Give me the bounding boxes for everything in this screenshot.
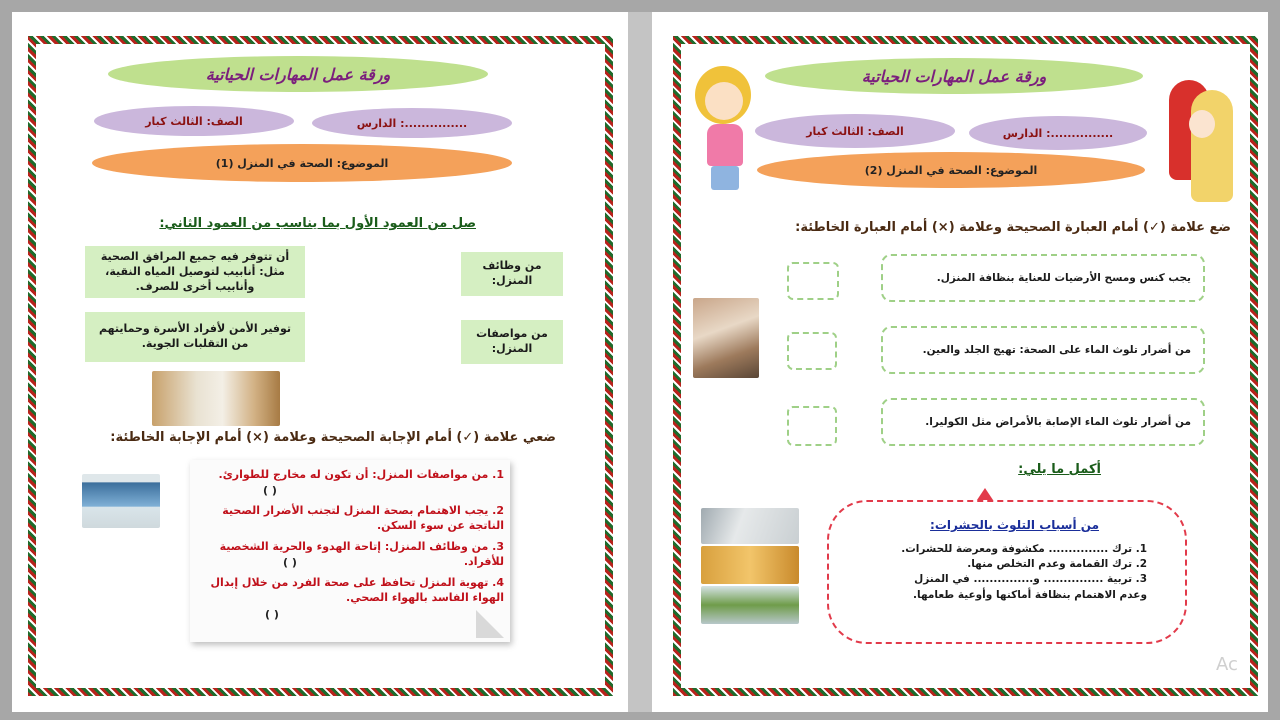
answer-box-2[interactable]: [787, 332, 837, 370]
right-worksheet: [673, 36, 1258, 696]
statement-box-1: يجب كنس ومسح الأرضيات للعناية بنظافة المنزل.: [881, 254, 1205, 302]
question-3: 3. من وظائف المنزل: إتاحة الهدوء والحرية الشخصية للأفراد.: [219, 540, 504, 568]
cloud-item-1: 1. ترك ............... مكشوفة ومعرضة للحشرات.: [901, 543, 1147, 555]
anime-hair-blonde: [1191, 90, 1233, 202]
left-worksheet-content: [36, 44, 605, 688]
bread-photo: [701, 546, 799, 584]
right-title: ورقة عمل المهارات الحياتية: [765, 58, 1143, 94]
left-column-b-item-1: أن تتوفر فيه جميع المرافق الصحية مثل: أنابيب لتوصيل المياه النقية، وأنابيب أخرى للصرف.: [85, 246, 305, 298]
complete-heading: أكمل ما يلي:: [1018, 462, 1101, 477]
left-student-pill: الدارس :...............: [312, 108, 512, 138]
girl-dress-shape: [707, 124, 743, 166]
questions-panel: [190, 460, 510, 642]
cloud-item-2: 2. ترك القمامة وعدم التخلص منها.: [967, 558, 1147, 571]
left-tick-heading: ضعي علامة (✓) أمام الإجابة الصحيحة وعلامة (×) أمام الإجابة الخاطئة:: [110, 430, 556, 445]
cartoon-girl-illustration: [695, 66, 755, 196]
question-2: 2. يجب الاهتمام بصحة المنزل لتجنب الأضرار الصحية الناتجة عن سوء السكن.: [222, 504, 504, 532]
question-1: 1. من مواصفات المنزل: أن تكون له مخارج للطوارئ.: [218, 468, 504, 481]
left-column-a-item-2: من مواصفات المنزل:: [461, 320, 563, 364]
cloud-heading: من أسباب التلوث بالحشرات:: [930, 518, 1099, 532]
cigarette-photo: [701, 508, 799, 544]
left-topic-pill: الموضوع: الصحة في المنزل (1): [92, 144, 512, 182]
page-curl: [476, 610, 504, 638]
answer-slot-1[interactable]: ( ): [263, 484, 277, 497]
answer-box-1[interactable]: [787, 262, 839, 300]
left-worksheet: [28, 36, 613, 696]
answer-slot-4[interactable]: ( ): [265, 608, 279, 621]
cloud-items: [847, 542, 1147, 603]
right-student-pill: الدارس :...............: [969, 116, 1147, 150]
right-class-pill: الصف: الثالث كبار: [755, 114, 955, 148]
left-column-b-item-2: توفير الأمن لأفراد الأسرة وحمايتهم من التقلبات الجوية.: [85, 312, 305, 362]
anime-girls-illustration: [1169, 80, 1235, 208]
cloud-item-3: 3. تربية ............... و............... في المنزل: [914, 573, 1147, 586]
answer-slot-3[interactable]: ( ): [283, 556, 297, 569]
statement-box-2: من أضرار تلوث الماء على الصحة: تهيج الجلد والعين.: [881, 326, 1205, 374]
cloud-item-4: وعدم الاهتمام بنظافة أماكنها وأوعية طعامها.: [913, 588, 1147, 601]
girl-legs-shape: [711, 166, 739, 190]
left-class-pill: الصف: الثالث كبار: [94, 106, 294, 136]
right-worksheet-content: [681, 44, 1250, 688]
left-match-heading: صل من العمود الأول بما يناسب من العمود الثاني:: [159, 216, 476, 231]
answer-box-3[interactable]: [787, 406, 837, 446]
pipes-photo: [152, 371, 280, 426]
floor-photo: [693, 298, 759, 378]
window-photo: [82, 474, 160, 528]
watermark-text: Ac: [1216, 654, 1238, 675]
statement-box-3: من أضرار تلوث الماء الإصابة بالأمراض مثل الكوليرا.: [881, 398, 1205, 446]
callout-pointer: [977, 488, 993, 500]
right-tick-heading: ضع علامة (✓) أمام العبارة الصحيحة وعلامة (×) أمام العبارة الخاطئة:: [795, 220, 1231, 235]
girl-face-shape: [705, 82, 743, 120]
plant-photo: [701, 586, 799, 624]
page-gutter: [628, 12, 652, 712]
cloud-callout: [827, 500, 1187, 644]
right-topic-pill: الموضوع: الصحة في المنزل (2): [757, 152, 1145, 188]
anime-face: [1189, 110, 1215, 138]
left-column-a-item-1: من وظائف المنزل:: [461, 252, 563, 296]
left-title: ورقة عمل المهارات الحياتية: [108, 56, 488, 92]
question-4: 4. تهوية المنزل تحافظ على صحة الفرد من خلال إبدال الهواء الفاسد بالهواء الصحي.: [210, 576, 504, 604]
